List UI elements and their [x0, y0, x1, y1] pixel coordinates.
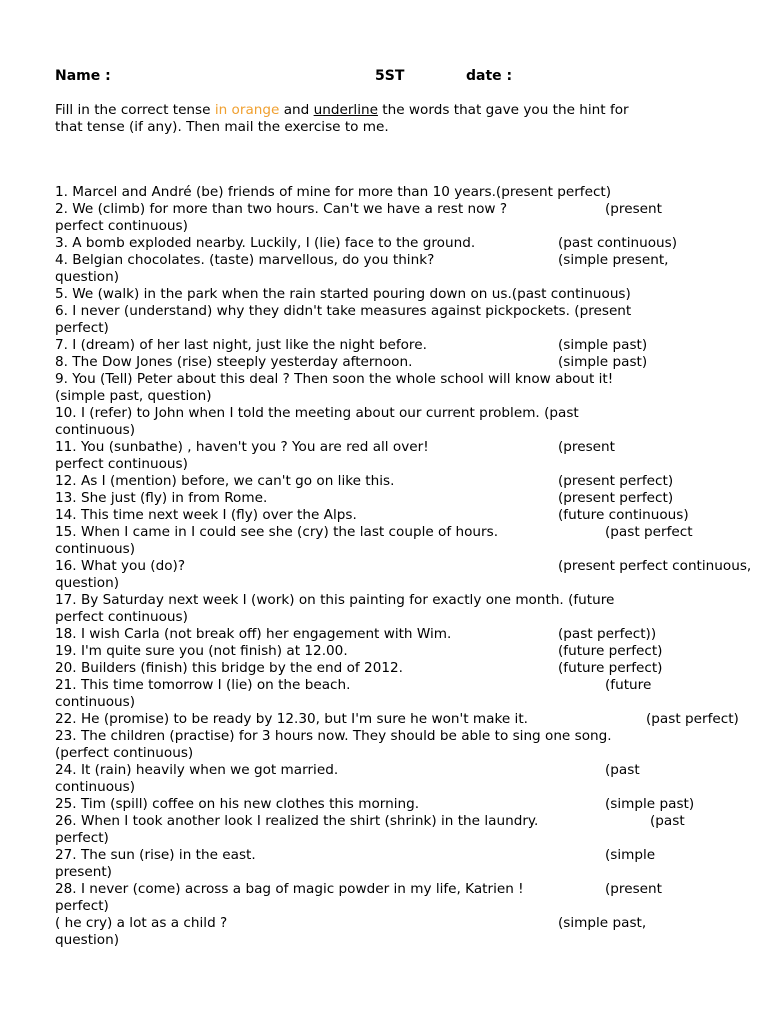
tense-hint: (present perfect) — [558, 490, 674, 506]
orange-hint: in orange — [214, 102, 280, 118]
exercise-line — [55, 235, 735, 252]
tense-hint: (simple past) — [558, 354, 648, 370]
exercise-text: continuous) — [55, 422, 136, 438]
exercise-line — [55, 405, 735, 422]
exercise-line — [55, 592, 735, 609]
exercise-line — [55, 915, 735, 932]
exercise-line — [55, 677, 735, 694]
tense-hint: (past perfect) — [646, 711, 739, 727]
instructions-text: Fill in the correct tense — [55, 102, 215, 118]
exercise-line — [55, 864, 735, 881]
instructions-line-2: that tense (if any). Then mail the exercise to me. — [55, 119, 389, 135]
exercise-text: question) — [55, 269, 120, 285]
exercise-line — [55, 881, 735, 898]
exercise-text: 17. By Saturday next week I (work) on this painting for exactly one month. (future — [55, 592, 615, 608]
exercise-line — [55, 932, 735, 949]
tense-hint: (past — [605, 762, 640, 778]
exercise-text: perfect) — [55, 898, 109, 914]
exercise-text: 24. It (rain) heavily when we got married. — [55, 762, 339, 778]
exercise-line — [55, 473, 735, 490]
tense-hint: (simple past) — [605, 796, 695, 812]
exercise-text: 18. I wish Carla (not break off) her engagement with Wim. — [55, 626, 452, 642]
exercise-text: 12. As I (mention) before, we can't go on like this. — [55, 473, 395, 489]
tense-hint: (present perfect) — [558, 473, 674, 489]
exercise-line — [55, 439, 735, 456]
exercise-line — [55, 354, 735, 371]
exercise-line — [55, 337, 735, 354]
exercise-text: 25. Tim (spill) coffee on his new clothes this morning. — [55, 796, 420, 812]
exercise-line — [55, 847, 735, 864]
exercise-line — [55, 745, 735, 762]
exercise-line — [55, 422, 735, 439]
exercise-line — [55, 830, 735, 847]
tense-hint: (simple — [605, 847, 656, 863]
exercise-line — [55, 184, 735, 201]
header — [55, 68, 735, 86]
instructions-text: the words that gave you the hint for — [377, 102, 629, 118]
exercise-line — [55, 779, 735, 796]
tense-hint: (present perfect continuous, — [558, 558, 752, 574]
exercise-line — [55, 626, 735, 643]
instructions-line-1 — [55, 102, 735, 119]
exercise-line — [55, 218, 735, 235]
exercise-list — [55, 184, 752, 949]
tense-hint: (future — [605, 677, 652, 693]
instructions — [55, 102, 735, 136]
exercise-line — [55, 575, 735, 592]
exercise-text: 26. When I took another look I realized the shirt (shrink) in the laundry. — [55, 813, 539, 829]
exercise-line — [55, 609, 735, 626]
exercise-text: 16. What you (do)? — [55, 558, 186, 574]
name-label: Name : — [55, 68, 111, 84]
tense-hint: (present — [605, 881, 662, 897]
exercise-line — [55, 456, 735, 473]
class-label: 5ST — [375, 68, 405, 84]
exercise-line — [55, 711, 739, 728]
exercise-line — [55, 269, 735, 286]
exercise-line — [55, 286, 735, 303]
exercise-text: 1. Marcel and André (be) friends of mine for more than 10 years.(present perfect) — [55, 184, 612, 200]
exercise-line — [55, 694, 735, 711]
exercise-text: 13. She just (fly) in from Rome. — [55, 490, 268, 506]
tense-hint: (present — [605, 201, 662, 217]
exercise-line — [55, 524, 735, 541]
exercise-line — [55, 507, 735, 524]
exercise-line — [55, 201, 735, 218]
exercise-line — [55, 320, 735, 337]
exercise-text: 19. I'm quite sure you (not finish) at 12.00. — [55, 643, 348, 659]
exercise-text: present) — [55, 864, 112, 880]
tense-hint: (past perfect)) — [558, 626, 657, 642]
exercise-line — [55, 371, 735, 388]
tense-hint: (future perfect) — [558, 643, 663, 659]
exercise-text: 9. You (Tell) Peter about this deal ? Then soon the whole school will know about it! — [55, 371, 614, 387]
exercise-text: question) — [55, 575, 120, 591]
exercise-text: (perfect continuous) — [55, 745, 194, 761]
exercise-line — [55, 558, 752, 575]
exercise-line — [55, 728, 735, 745]
tense-hint: (simple past) — [558, 337, 648, 353]
exercise-text: 4. Belgian chocolates. (taste) marvellous, do you think? — [55, 252, 435, 268]
exercise-text: continuous) — [55, 694, 136, 710]
tense-hint: (future perfect) — [558, 660, 663, 676]
tense-hint: (past continuous) — [558, 235, 678, 251]
exercise-text: 14. This time next week I (fly) over the Alps. — [55, 507, 357, 523]
exercise-line — [55, 898, 735, 915]
exercise-text: 8. The Dow Jones (rise) steeply yesterday afternoon. — [55, 354, 413, 370]
exercise-text: 2. We (climb) for more than two hours. Can't we have a rest now ? — [55, 201, 508, 217]
exercise-text: perfect) — [55, 320, 109, 336]
exercise-text: 20. Builders (finish) this bridge by the end of 2012. — [55, 660, 403, 676]
exercise-text: 28. I never (come) across a bag of magic powder in my life, Katrien ! — [55, 881, 524, 897]
exercise-text: 21. This time tomorrow I (lie) on the beach. — [55, 677, 351, 693]
exercise-text: 23. The children (practise) for 3 hours now. They should be able to sing one song. — [55, 728, 612, 744]
exercise-text: ( he cry) a lot as a child ? — [55, 915, 228, 931]
exercise-text: 3. A bomb exploded nearby. Luckily, I (lie) face to the ground. — [55, 235, 476, 251]
exercise-line — [55, 796, 735, 813]
exercise-text: 5. We (walk) in the park when the rain started pouring down on us.(past continuous) — [55, 286, 631, 302]
tense-hint: (future continuous) — [558, 507, 689, 523]
exercise-text: perfect) — [55, 830, 109, 846]
exercise-line — [55, 303, 735, 320]
exercise-text: question) — [55, 932, 120, 948]
instructions-text: and — [279, 102, 314, 118]
exercise-text: perfect continuous) — [55, 218, 188, 234]
exercise-text: perfect continuous) — [55, 456, 188, 472]
exercise-text: perfect continuous) — [55, 609, 188, 625]
exercise-text: 7. I (dream) of her last night, just like the night before. — [55, 337, 427, 353]
exercise-line — [55, 813, 735, 830]
exercise-text: 22. He (promise) to be ready by 12.30, but I'm sure he won't make it. — [55, 711, 528, 727]
exercise-line — [55, 660, 735, 677]
underline-hint: underline — [313, 102, 378, 118]
tense-hint: (simple past, — [558, 915, 647, 931]
exercise-text: 6. I never (understand) why they didn't take measures against pickpockets. (present — [55, 303, 632, 319]
exercise-text: continuous) — [55, 541, 136, 557]
tense-hint: (present — [558, 439, 615, 455]
tense-hint: (past perfect — [605, 524, 693, 540]
exercise-text: (simple past, question) — [55, 388, 212, 404]
exercise-text: 10. I (refer) to John when I told the meeting about our current problem. (past — [55, 405, 579, 421]
exercise-line — [55, 252, 735, 269]
exercise-line — [55, 643, 735, 660]
exercise-text: continuous) — [55, 779, 136, 795]
exercise-line — [55, 388, 735, 405]
exercise-line — [55, 762, 735, 779]
tense-hint: (simple present, — [558, 252, 669, 268]
exercise-text: 27. The sun (rise) in the east. — [55, 847, 256, 863]
exercise-text: 11. You (sunbathe) , haven't you ? You are red all over! — [55, 439, 429, 455]
exercise-text: 15. When I came in I could see she (cry) the last couple of hours. — [55, 524, 499, 540]
exercise-line — [55, 490, 735, 507]
date-label: date : — [466, 68, 513, 84]
tense-hint: (past — [650, 813, 685, 829]
exercise-line — [55, 541, 735, 558]
